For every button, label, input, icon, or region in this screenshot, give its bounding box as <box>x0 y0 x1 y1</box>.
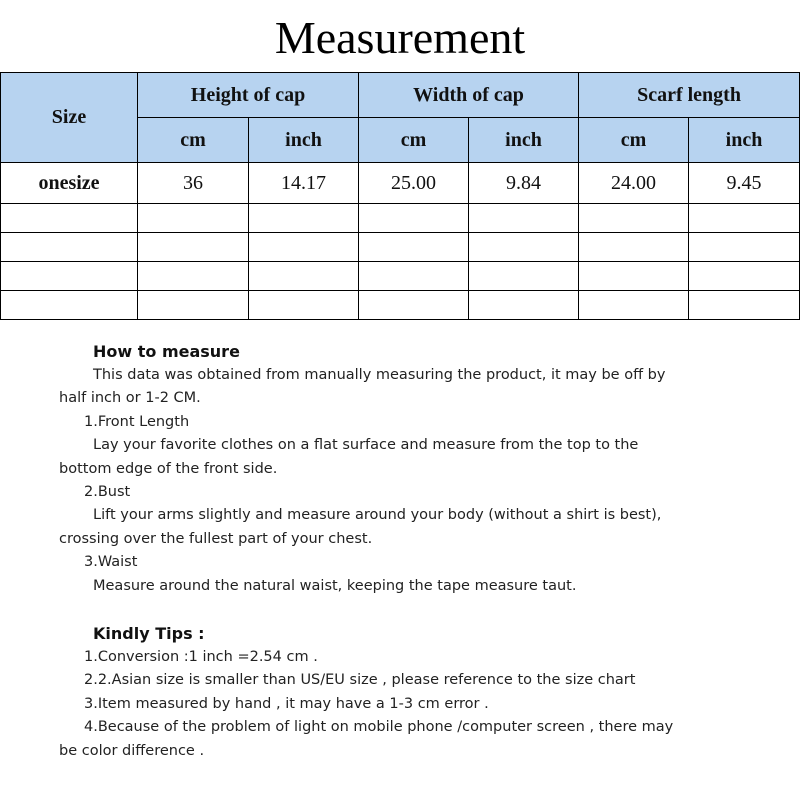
how-to-measure-heading: How to measure <box>93 342 240 361</box>
intro-line: half inch or 1-2 CM. <box>59 390 201 407</box>
tip-item: 2.2.Asian size is smaller than US/EU size , please reference to the size chart <box>84 672 636 689</box>
size-cell: onesize <box>1 163 138 204</box>
notes-section <box>59 340 759 763</box>
unit-header: inch <box>249 118 359 163</box>
empty-row <box>1 291 800 320</box>
bust-title: 2.Bust <box>84 484 131 501</box>
kindly-tips-heading: Kindly Tips : <box>93 624 205 644</box>
value-cell: 14.17 <box>249 163 359 204</box>
table-row <box>1 163 800 204</box>
page-title: Measurement <box>274 12 526 63</box>
unit-header: inch <box>689 118 800 163</box>
tip-item: be color difference . <box>59 742 205 759</box>
waist-text: Measure around the natural waist, keeping the tape measure taut. <box>93 577 577 594</box>
empty-row <box>1 233 800 262</box>
tip-item: 3.Item measured by hand , it may have a 1-3 cm error . <box>84 695 489 712</box>
size-chart-table <box>0 72 800 320</box>
group-header-width: Width of cap <box>359 73 579 118</box>
waist-title: 3.Waist <box>84 554 138 571</box>
bust-text: Lift your arms slightly and measure around your body (without a shirt is best), <box>93 507 662 524</box>
value-cell: 36 <box>138 163 249 204</box>
value-cell: 24.00 <box>579 163 689 204</box>
value-cell: 9.84 <box>469 163 579 204</box>
front-length-text: bottom edge of the front side. <box>59 460 278 477</box>
tip-item: 4.Because of the problem of light on mobile phone /computer screen , there may <box>84 719 674 736</box>
front-length-text: Lay your favorite clothes on a flat surface and measure from the top to the <box>93 437 639 454</box>
empty-row <box>1 204 800 233</box>
group-header-scarf: Scarf length <box>579 73 800 118</box>
value-cell: 25.00 <box>359 163 469 204</box>
group-header-height: Height of cap <box>138 73 359 118</box>
front-length-title: 1.Front Length <box>84 413 190 430</box>
unit-header: inch <box>469 118 579 163</box>
tip-item: 1.Conversion :1 inch =2.54 cm . <box>84 649 318 666</box>
unit-header: cm <box>138 118 249 163</box>
size-header: Size <box>1 73 138 163</box>
empty-row <box>1 262 800 291</box>
intro-line: This data was obtained from manually measuring the product, it may be off by <box>93 367 666 383</box>
value-cell: 9.45 <box>689 163 800 204</box>
unit-header: cm <box>579 118 689 163</box>
unit-header: cm <box>359 118 469 163</box>
bust-text: crossing over the fullest part of your chest. <box>59 530 373 547</box>
